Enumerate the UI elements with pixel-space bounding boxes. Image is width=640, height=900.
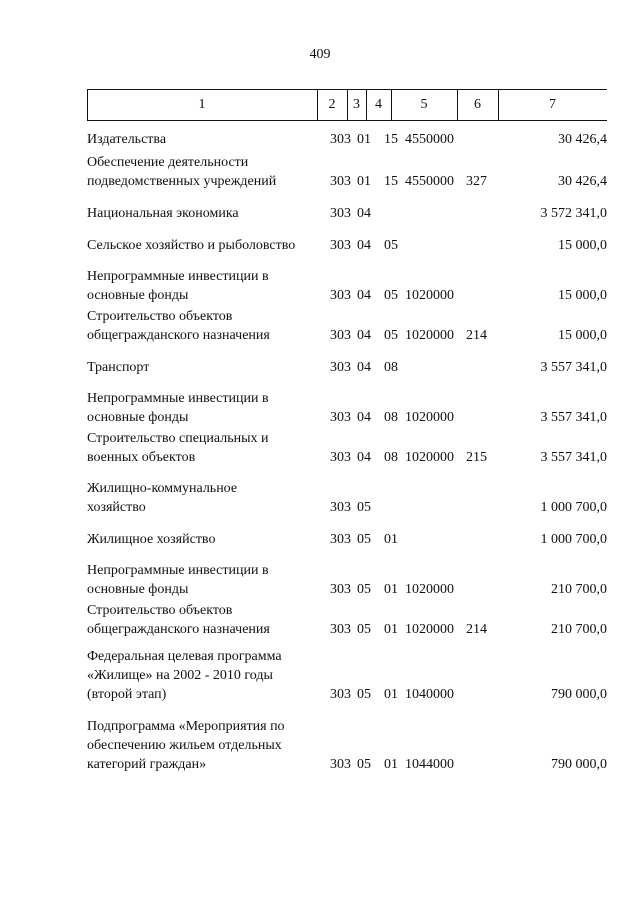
code-section: 04 [357,410,371,425]
table-row [0,561,640,599]
code-ved: 303 [330,622,351,637]
code-subsection: 05 [384,238,398,253]
code-target: 1020000 [405,410,454,425]
table-row [0,267,640,305]
code-ved: 303 [330,288,351,303]
code-subsection: 05 [384,328,398,343]
header-col-1: 1 [198,97,206,112]
row-name-line: основные фонды [87,582,189,597]
code-section: 04 [357,360,371,375]
table-row [0,601,640,639]
header-col-2: 2 [328,97,336,112]
row-name [87,479,327,517]
amount: 790 000,0 [551,757,607,772]
code-section: 05 [357,687,371,702]
row-name [87,647,327,704]
code-target: 1020000 [405,328,454,343]
table-row [0,647,640,704]
row-name-line: Национальная экономика [87,206,239,221]
row-name [87,307,327,345]
row-name-line: Жилищное хозяйство [87,532,216,547]
table-row [0,717,640,774]
table-header [87,89,607,121]
row-name-line: категорий граждан» [87,757,207,772]
amount: 1 000 700,0 [540,532,607,547]
table-row [0,389,640,427]
code-ved: 303 [330,238,351,253]
row-name-line: подведомственных учреждений [87,174,277,189]
row-name [87,236,327,255]
code-ved: 303 [330,500,351,515]
table-row [0,153,640,191]
code-section: 04 [357,328,371,343]
code-subsection: 01 [384,687,398,702]
code-section: 04 [357,206,371,221]
row-name-line: Непрограммные инвестиции в [87,391,269,406]
code-target: 4550000 [405,174,454,189]
amount: 210 700,0 [551,622,607,637]
code-subsection: 05 [384,288,398,303]
code-expense-type: 327 [466,174,487,189]
code-section: 05 [357,622,371,637]
row-name-line: «Жилище» на 2002 - 2010 годы [87,668,273,683]
header-col-7: 7 [549,97,556,112]
code-target: 1020000 [405,582,454,597]
row-name [87,389,327,427]
code-target: 1040000 [405,687,454,702]
code-subsection: 08 [384,450,398,465]
amount: 790 000,0 [551,687,607,702]
row-name-line: Сельское хозяйство и рыболовство [87,238,296,253]
code-ved: 303 [330,410,351,425]
amount: 3 557 341,0 [540,450,607,465]
code-section: 04 [357,450,371,465]
code-subsection: 08 [384,360,398,375]
table-row [0,236,640,255]
row-name-line: Издательства [87,132,167,147]
row-name-line: Строительство специальных и [87,431,269,446]
code-subsection: 15 [384,132,398,147]
code-ved: 303 [330,174,351,189]
code-section: 01 [357,174,371,189]
row-name-line: общегражданского назначения [87,328,270,343]
row-name [87,358,327,377]
row-name-line: обеспечению жильем отдельных [87,738,282,753]
code-section: 05 [357,532,371,547]
row-name [87,561,327,599]
table-row [0,130,640,149]
row-name-line: общегражданского назначения [87,622,270,637]
code-ved: 303 [330,328,351,343]
code-target: 4550000 [405,132,454,147]
code-subsection: 01 [384,757,398,772]
code-target: 1020000 [405,450,454,465]
row-name [87,601,327,639]
row-name-line: основные фонды [87,410,189,425]
code-target: 1020000 [405,622,454,637]
row-name [87,267,327,305]
amount: 3 557 341,0 [540,360,607,375]
code-target: 1020000 [405,288,454,303]
table-row [0,307,640,345]
row-name [87,130,327,149]
row-name-line: военных объектов [87,450,196,465]
amount: 15 000,0 [558,328,607,343]
code-expense-type: 215 [466,450,487,465]
code-subsection: 08 [384,410,398,425]
row-name-line: Подпрограмма «Мероприятия по [87,719,285,734]
code-expense-type: 214 [466,622,487,637]
header-col-3: 3 [353,97,360,112]
code-ved: 303 [330,450,351,465]
header-col-5: 5 [420,97,428,112]
row-name-line: Федеральная целевая программа [87,649,282,664]
code-expense-type: 214 [466,328,487,343]
header-col-4: 4 [375,97,382,112]
code-ved: 303 [330,132,351,147]
row-name-line: основные фонды [87,288,189,303]
row-name-line: Строительство объектов [87,603,233,618]
code-section: 05 [357,757,371,772]
header-col-6: 6 [474,97,481,112]
amount: 15 000,0 [558,238,607,253]
code-subsection: 01 [384,532,398,547]
amount: 3 557 341,0 [540,410,607,425]
amount: 210 700,0 [551,582,607,597]
amount: 30 426,4 [558,132,607,147]
code-subsection: 15 [384,174,398,189]
code-ved: 303 [330,360,351,375]
amount: 3 572 341,0 [540,206,607,221]
row-name [87,429,327,467]
table-row [0,479,640,517]
amount: 15 000,0 [558,288,607,303]
row-name-line: Непрограммные инвестиции в [87,269,269,284]
row-name-line: Строительство объектов [87,309,233,324]
code-section: 04 [357,288,371,303]
code-ved: 303 [330,206,351,221]
row-name-line: Непрограммные инвестиции в [87,563,269,578]
code-section: 04 [357,238,371,253]
row-name-line: хозяйство [87,500,146,515]
table-row [0,429,640,467]
code-ved: 303 [330,687,351,702]
code-ved: 303 [330,757,351,772]
code-target: 1044000 [405,757,454,772]
table-row [0,358,640,377]
code-section: 05 [357,582,371,597]
table-row [0,530,640,549]
row-name-line: (второй этап) [87,687,167,702]
code-ved: 303 [330,532,351,547]
code-subsection: 01 [384,622,398,637]
code-ved: 303 [330,582,351,597]
row-name [87,717,327,774]
row-name [87,530,327,549]
amount: 1 000 700,0 [540,500,607,515]
code-section: 05 [357,500,371,515]
row-name [87,204,327,223]
row-name-line: Транспорт [87,360,150,375]
page-number: 409 [309,47,331,62]
amount: 30 426,4 [558,174,607,189]
code-subsection: 01 [384,582,398,597]
row-name-line: Обеспечение деятельности [87,155,249,170]
table-row [0,204,640,223]
row-name [87,153,327,191]
row-name-line: Жилищно-коммунальное [87,481,238,496]
code-section: 01 [357,132,371,147]
